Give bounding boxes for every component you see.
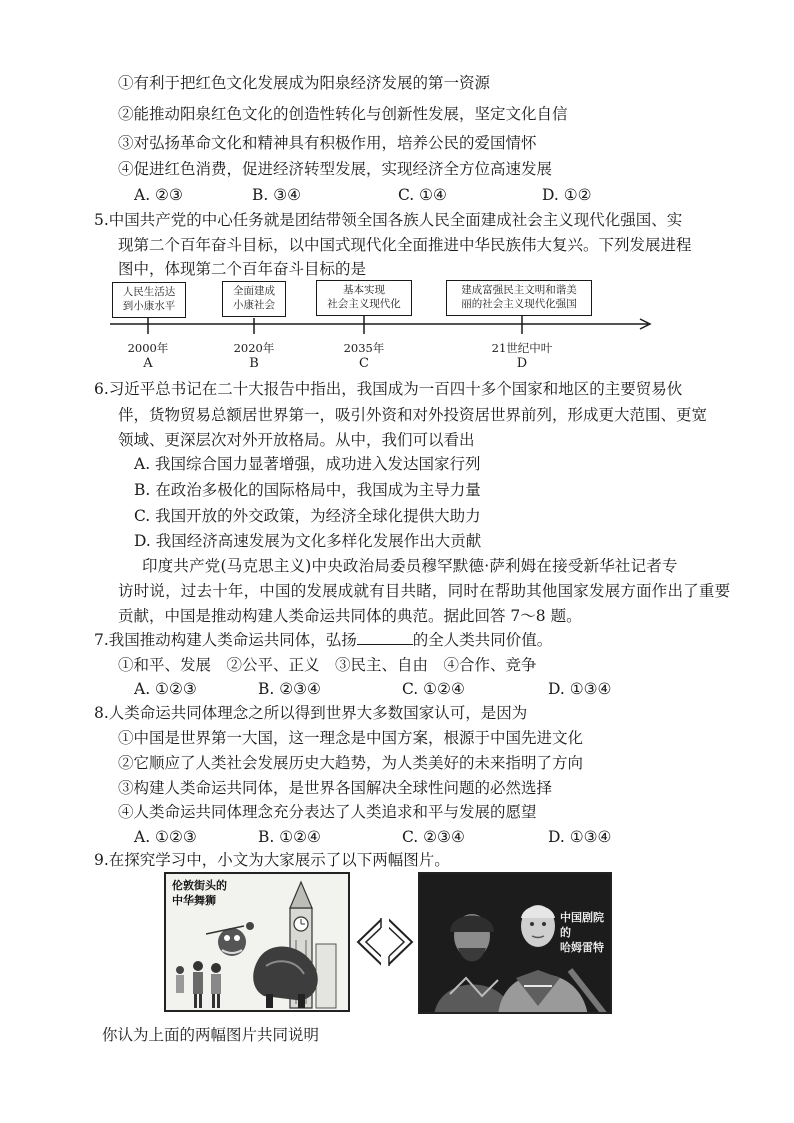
timeline-axis [0, 0, 794, 360]
q8-item-3: ③构建人类命运共同体，是世界各国解决全球性问题的必然选择 [118, 779, 553, 797]
q8-stem: 8.人类命运共同体理念之所以得到世界大多数国家认可，是因为 [94, 704, 528, 722]
photo2-caption-line2: 哈姆雷特 [560, 941, 604, 954]
timeline-letter-a[interactable]: A [143, 356, 153, 371]
q7-blank [357, 630, 413, 645]
q8-option-b[interactable]: B. ①②④ [258, 828, 321, 846]
material-line-3: 贡献，中国是推动构建人类命运共同体的典范。据此回答 7～8 题。 [118, 607, 582, 625]
q4-option-c[interactable]: C. ①④ [398, 186, 447, 204]
q8-item-2: ②它顺应了人类社会发展历史大趋势，为人类美好的未来指明了方向 [118, 754, 584, 772]
q7-options [134, 678, 694, 700]
q9-stem: 9.在探究学习中，小文为大家展示了以下两幅图片。 [94, 851, 450, 869]
q8-option-d[interactable]: D. ①③④ [548, 828, 612, 846]
q7-option-c[interactable]: C. ①②④ [402, 680, 465, 698]
q6-stem-line-2: 伴，货物贸易总额居世界第一，吸引外资和对外投资居世界前列，形成更大范围、更宽 [118, 406, 708, 424]
q7-items: ①和平、发展 ②公平、正义 ③民主、自由 ④合作、竞争 [118, 656, 537, 674]
timeline-box-d-line2: 丽的社会主义现代化强国 [461, 298, 577, 310]
q7-option-b[interactable]: B. ②③④ [258, 680, 321, 698]
q8-item-4: ④人类命运共同体理念充分表达了人类追求和平与发展的愿望 [118, 803, 537, 821]
q8-option-c[interactable]: C. ②③④ [402, 828, 465, 846]
q8-item-1: ①中国是世界第一大国，这一理念是中国方案，根源于中国先进文化 [118, 729, 584, 747]
q4-option-b[interactable]: B. ③④ [252, 186, 302, 204]
timeline-box-a-line2: 到小康水平 [122, 300, 176, 312]
timeline-box-d-line1: 建成富强民主文明和谐美 [461, 284, 577, 296]
q6-option-d[interactable]: D. 我国经济高速发展为文化多样化发展作出大贡献 [134, 532, 482, 550]
timeline-box-b-line2: 小康社会 [233, 299, 275, 311]
q7-stem-before: 7.我国推动构建人类命运共同体，弘扬 [94, 631, 357, 649]
timeline-date-b: 2020年 [233, 341, 275, 355]
q7-option-d[interactable]: D. ①③④ [548, 680, 612, 698]
timeline-box-a-line1: 人民生活达 [122, 286, 176, 298]
photo1-caption [172, 878, 227, 908]
q6-stem-line-3: 领域、更深层次对外开放格局。从中，我们可以看出 [118, 431, 475, 449]
timeline-letter-c[interactable]: C [359, 356, 369, 371]
timeline-date-c: 2035年 [343, 341, 385, 355]
q4-item-1: ①有利于把红色文化发展成为阳泉经济发展的第一资源 [118, 74, 491, 92]
timeline-box-c-line1: 基本实现 [343, 284, 385, 296]
q8-options [134, 826, 694, 848]
timeline-letter-d[interactable]: D [516, 356, 528, 371]
photo-hamlet-theatre [418, 872, 612, 1014]
q7-option-a[interactable]: A. ①②③ [134, 680, 197, 698]
q4-item-4: ④促进红色消费，促进经济转型发展，实现经济全方位高速发展 [118, 160, 553, 178]
q7-stem-after: 的全人类共同价值。 [412, 631, 553, 649]
photo1-caption-line2: 中华舞狮 [172, 894, 216, 907]
q6-stem-line-1: 6.习近平总书记在二十大报告中指出，我国成为一百四十多个国家和地区的主要贸易伙 [94, 380, 683, 398]
q5-stem-line-2: 现第二个百年奋斗目标，以中国式现代化全面推进中华民族伟大复兴。下列发展进程 [118, 236, 692, 254]
timeline-box-c-line2: 社会主义现代化 [327, 298, 401, 310]
q5-stem-line-3: 图中，体现第二个百年奋斗目标的是 [118, 260, 367, 278]
q6-option-a[interactable]: A. 我国综合国力显著增强，成功进入发达国家行列 [134, 455, 481, 473]
q4-option-d[interactable]: D. ①② [542, 186, 592, 204]
q9-follow-text: 你认为上面的两幅图片共同说明 [102, 1026, 320, 1044]
q8-option-a[interactable]: A. ①②③ [134, 828, 197, 846]
material-line-1: 印度共产党(马克思主义)中央政治局委员穆罕默德·萨利姆在接受新华社记者专 [142, 557, 678, 575]
q5-stem-line-1: 5.中国共产党的中心任务就是团结带领全国各族人民全面建成社会主义现代化强国、实 [94, 211, 683, 229]
connector-diamond-icon [354, 912, 416, 972]
q4-item-3: ③对弘扬革命文化和精神具有积极作用，培养公民的爱国情怀 [118, 134, 537, 152]
photo-london-lion-dance [164, 872, 350, 1012]
timeline-date-d: 21世纪中叶 [491, 341, 553, 355]
timeline-date-a: 2000年 [127, 341, 169, 355]
timeline-box-b-line1: 全面建成 [233, 285, 275, 297]
photo2-caption [560, 910, 610, 955]
timeline-letter-b[interactable]: B [249, 356, 259, 371]
q6-option-b[interactable]: B. 在政治多极化的国际格局中，我国成为主导力量 [134, 481, 481, 499]
q6-option-c[interactable]: C. 我国开放的外交政策，为经济全球化提供大助力 [134, 507, 481, 525]
q7-stem [94, 629, 552, 651]
q4-option-a[interactable]: A. ②③ [134, 186, 183, 204]
q4-item-2: ②能推动阳泉红色文化的创造性转化与创新性发展，坚定文化自信 [118, 105, 568, 123]
photo1-caption-line1: 伦敦街头的 [172, 879, 227, 892]
photo2-caption-line1: 中国剧院的 [560, 911, 604, 939]
material-line-2: 访时说，过去十年，中国的发展成就有目共睹，同时在帮助其他国家发展方面作出了重要 [118, 582, 731, 600]
